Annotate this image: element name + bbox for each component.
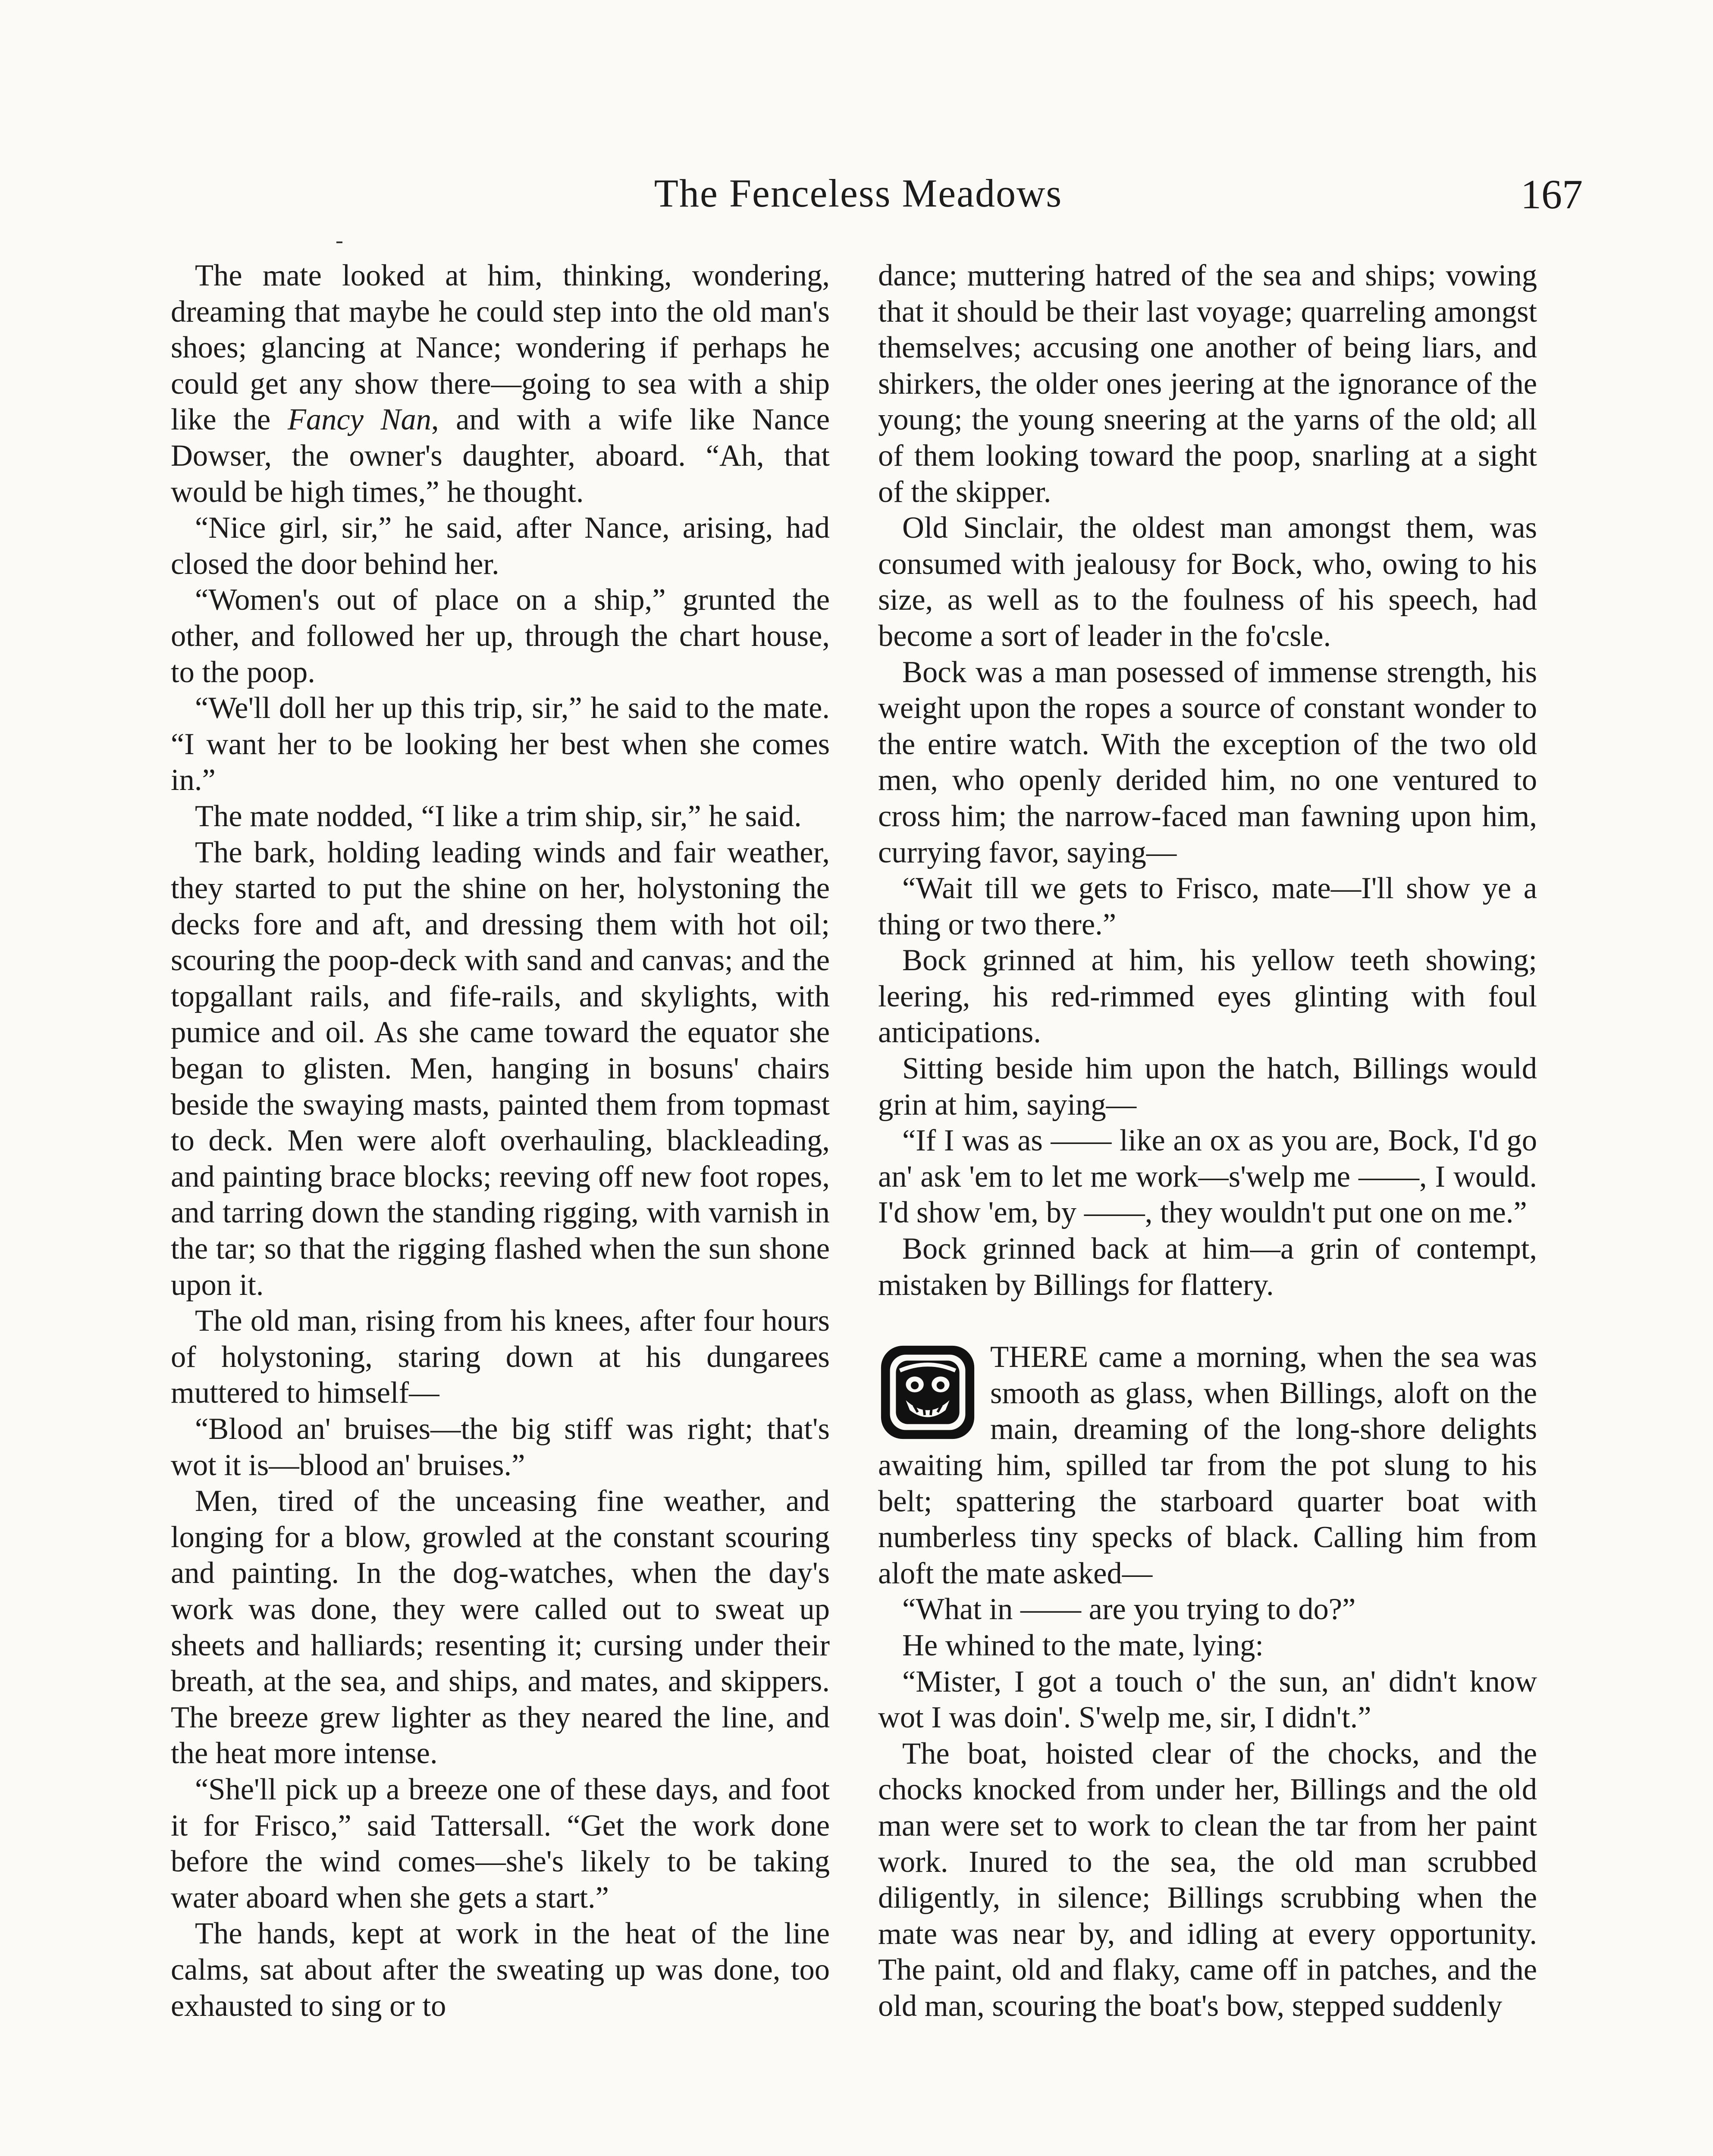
- ship-name: Fancy Nan: [287, 403, 431, 437]
- paragraph: The bark, holding leading winds and fair weather, they started to put the shine on her, holystoning the decks fore and aft, and dressing them with hot oil; scouring the poop-deck with sand and canvas; and the topgallant rails, and fife-rails, and skylights, with pumice and oil. As she came toward the equator she began to glisten. Men, hanging in bosuns' chairs beside the swaying masts, painted them from topmast to deck. Men were aloft overhauling, blackleading, and painting brace blocks; reeving off new foot ropes, and tarring down the standing rigging, with varnish in the tar; so that the rigging flashed when the sun shone upon it.: [171, 835, 830, 1302]
- paragraph: Bock grinned at him, his yellow teeth showing; leering, his red-rimmed eyes glinting with foul anticipations.: [878, 943, 1537, 1050]
- decorative-face-icon: [878, 1343, 977, 1442]
- paragraph: [171, 258, 830, 510]
- paragraph: “Women's out of place on a ship,” grunted the other, and followed her up, through the chart house, to the poop.: [171, 583, 830, 689]
- paragraph: THERE came a morning, when the sea was smooth as glass, when Billings, aloft on the main, dreaming of the long-shore delights awaiting him, spilled tar from the pot slung to his belt; spattering the starboard quarter boat with numberless tiny specks of black. Calling him from aloft the mate asked—: [878, 1340, 1537, 1590]
- paragraph: Old Sinclair, the oldest man amongst them, was consumed with jealousy for Bock, who, owing to his size, as well as to the foulness of his speech, had become a sort of leader in the fo'csle.: [878, 511, 1537, 653]
- right-text-column: [878, 258, 1537, 2024]
- paragraph: Bock grinned back at him—a grin of contempt, mistaken by Billings for flattery.: [878, 1232, 1537, 1302]
- paragraph: The boat, hoisted clear of the chocks, and the chocks knocked from under her, Billings and the old man were set to work to clean the tar from her paint work. Inured to the sea, the old man scrubbed diligently, in silence; Billings scrubbing when the mate was near by, and idling at every opportunity. The paint, old and flaky, came off in patches, and the old man, scouring the boat's bow, stepped suddenly: [878, 1736, 1537, 2023]
- section-break: [878, 1339, 1537, 1592]
- paragraph: Bock was a man posessed of immense strength, his weight upon the ropes a source of constant wonder to the entire watch. With the exception of the two old men, who openly derided him, no one ventured to cross him; the narrow-faced man fawning upon him, currying favor, saying—: [878, 655, 1537, 869]
- paragraph: dance; muttering hatred of the sea and ships; vowing that it should be their last voyage; quarreling amongst themselves; accusing one another of being liars, and shirkers, the older ones jeering at the ignorance of the young; the young sneering at the yarns of the old; all of them looking toward the poop, snarling at a sight of the skipper.: [878, 259, 1537, 509]
- paragraph: The old man, rising from his knees, after four hours of holystoning, staring down at his dungarees muttered to himself—: [171, 1304, 830, 1410]
- paragraph: The hands, kept at work in the heat of the line calms, sat about after the sweating up was done, too exhausted to sing or to: [171, 1917, 830, 2023]
- paragraph: “If I was as —— like an ox as you are, Bock, I'd go an' ask 'em to let me work—s'welp me ——, I would. I'd show 'em, by ——, they wouldn't put one on me.”: [878, 1124, 1537, 1230]
- left-text-column: [171, 258, 830, 2024]
- paragraph: Sitting beside him upon the hatch, Billings would grin at him, saying—: [878, 1052, 1537, 1122]
- paragraph: “She'll pick up a breeze one of these days, and foot it for Frisco,” said Tattersall. “Get the work done before the wind comes—she's likely to be taking water aboard when she gets a start.”: [171, 1772, 830, 1915]
- printer-mark: [336, 241, 342, 243]
- paragraph: Men, tired of the unceasing fine weather, and longing for a blow, growled at the constant scouring and painting. In the dog-watches, when the day's work was done, they were called out to sweat up sheets and halliards; resenting it; cursing under their breath, at the sea, and ships, and mates, and skippers. The breeze grew lighter as they neared the line, and the heat more intense.: [171, 1484, 830, 1771]
- page-number: 167: [1521, 171, 1583, 217]
- paragraph-text: , and with a wife like Nance Dowser, the owner's daughter, aboard. “Ah, that would be high times,” he thought.: [171, 403, 830, 509]
- paragraph: “Blood an' bruises—the big stiff was right; that's wot it is—blood an' bruises.”: [171, 1412, 830, 1482]
- paragraph: “Mister, I got a touch o' the sun, an' didn't know wot I was doin'. S'welp me, sir, I didn't.”: [878, 1664, 1537, 1735]
- paragraph: “Wait till we gets to Frisco, mate—I'll show ye a thing or two there.”: [878, 871, 1537, 941]
- paragraph: “We'll doll her up this trip, sir,” he said to the mate. “I want her to be looking her best when she comes in.”: [171, 691, 830, 797]
- paragraph-text: The mate looked at him, thinking, wondering, dreaming that maybe he could step into the old man's shoes; glancing at Nance; wondering if perhaps he could get any show there—going to sea with a ship like the: [171, 259, 830, 437]
- paragraph: “What in —— are you trying to do?”: [902, 1592, 1356, 1626]
- paragraph: “Nice girl, sir,” he said, after Nance, arising, had closed the door behind her.: [171, 511, 830, 581]
- paragraph: The mate nodded, “I like a trim ship, sir,” he said.: [195, 799, 802, 833]
- paragraph: He whined to the mate, lying:: [902, 1628, 1264, 1662]
- running-head-title: The Fenceless Meadows: [654, 171, 1063, 215]
